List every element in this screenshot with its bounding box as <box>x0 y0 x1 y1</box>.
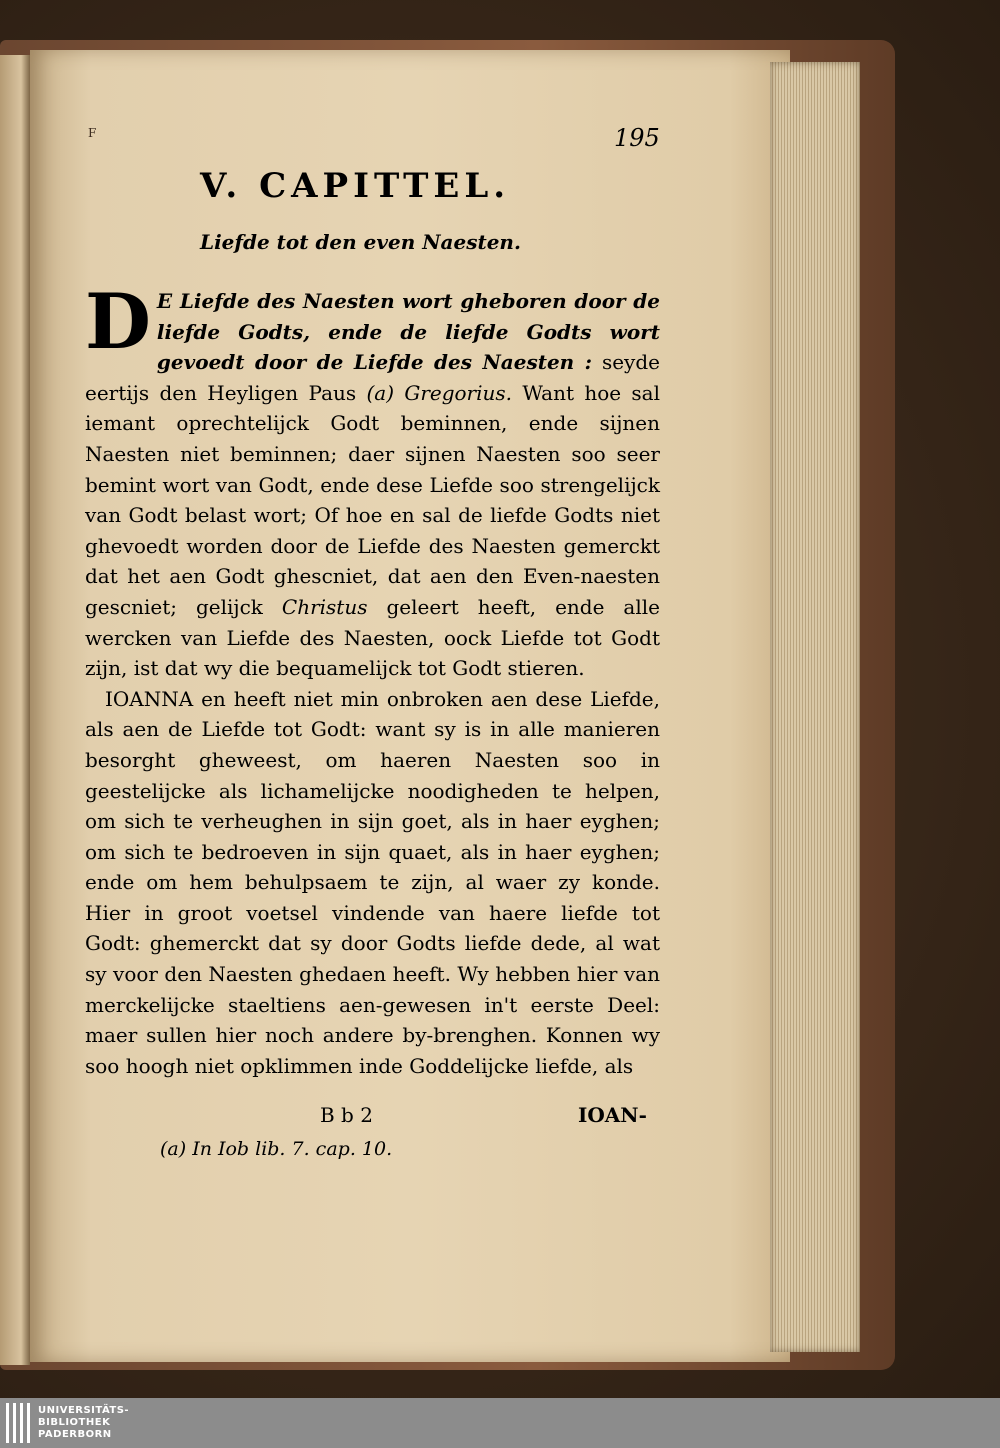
drop-cap: D <box>85 277 151 366</box>
signature-mark: B b 2 <box>320 1103 373 1127</box>
body-text <box>85 277 660 1081</box>
chapter-title: V. CAPITTEL. <box>200 166 511 206</box>
left-page-edge <box>0 55 30 1365</box>
chapter-subtitle: Liefde tot den even Naesten. <box>200 230 521 254</box>
christus-word: Christus <box>281 594 368 619</box>
page-number: 195 <box>614 124 660 152</box>
library-name-line-3: PADERBORN <box>38 1429 112 1440</box>
catchword: IOAN- <box>578 1103 647 1127</box>
footnote: (a) In Iob lib. 7. cap. 10. <box>160 1138 393 1160</box>
paragraph-1 <box>85 277 660 684</box>
opening-italic: E Liefde des Naesten wort gheboren door de liefde Godts, ende de liefde Godts wort gevoedt door de Liefde des Naesten : <box>156 289 660 375</box>
paragraph-1-text-a: seyde eertijs den Heyligen Paus <box>85 350 660 405</box>
library-footer <box>0 1398 1000 1448</box>
paragraph-1-text-c: geleert heeft, ende alle wercken van Liefde des Naesten, oock Liefde tot Godt zijn, ist dat wy die bequamelijck tot Godt stieren. <box>85 594 660 681</box>
library-logo <box>6 1402 129 1444</box>
library-name-line-1: UNIVERSITÄTS- <box>38 1405 130 1416</box>
paragraph-1-text-b: Want hoe sal iemant oprechtelijck Godt beminnen, ende sijnen Naesten niet beminnen; daer sijnen Naesten soo seer bemint wort van Godt, ende dese Liefde soo strengelijck van Godt belast wort; Of hoe en sal de liefde Godts niet ghevoedt worden door de Liefde des Naesten gemerckt dat het aen Godt ghescniet, dat aen den Even-naesten gescniet; gelijck <box>85 380 660 619</box>
library-name-line-2: BIBLIOTHEK <box>38 1417 111 1428</box>
footnote-reference: (a) Gregorius. <box>366 380 513 405</box>
paragraph-2: IOANNA en heeft niet min onbroken aen dese Liefde, als aen de Liefde tot Godt: want sy is in alle manieren besorght gheweest, om haeren Naesten soo in geestelijcke als lichamelijcke noodigheden te helpen, om sich te verheughen in sijn goet, als in haer eyghen; om sich te bedroeven in sijn quaet, als in haer eyghen; ende om hem behulpsaem te zijn, al waer zy konde. Hier in groot voetsel vindende van haere liefde tot Godt: ghemerckt dat sy door Godts liefde dede, al wat sy voor den Naesten ghedaen heeft. Wy hebben hier van merckelijcke staeltiens aen-gewesen in't eerste Deel: maer sullen hier noch andere by-brenghen. Konnen wy soo hoogh niet opklimmen inde Goddelijcke liefde, als <box>85 686 660 1078</box>
library-name <box>38 1405 129 1441</box>
logo-bars-icon <box>6 1403 30 1443</box>
corner-mark: F <box>88 126 97 140</box>
page-edges <box>770 62 860 1352</box>
